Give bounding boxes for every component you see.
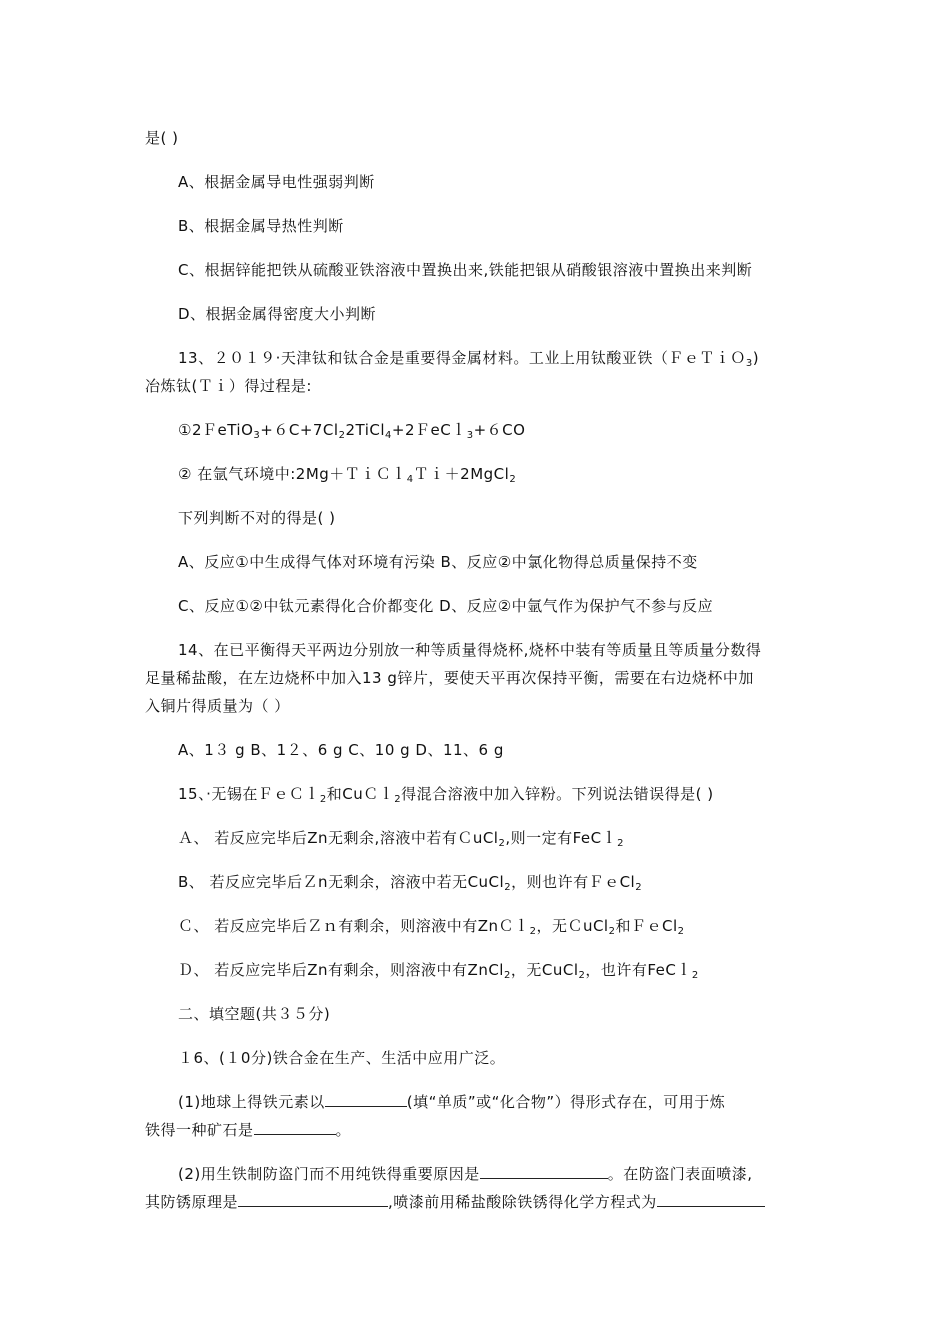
- q12-stem-end: 是( ): [145, 129, 179, 147]
- q15-stem: 15、·无锡在ＦｅＣｌ$_2$和CuＣｌ$_2$得混合溶液中加入锌粉。下列说法错误得是( ): [178, 785, 714, 805]
- answer-blank[interactable]: [657, 1192, 765, 1207]
- q16-part1-line2: 铁得一种矿石是 。: [145, 1121, 352, 1139]
- q14-options: A、1３ g B、1２、6 g C、10 g D、11、6 g: [178, 741, 504, 759]
- q13-equation-1: $①2FeTiO_3+6C+7Cl_22TiCl_4+2FeCl_3+6CO$: [178, 421, 526, 441]
- q16-part1-line1: (1)地球上得铁元素以 (填“单质”或“化合物”）得形式存在，可用于炼: [178, 1093, 726, 1111]
- q15-option-a: Ａ、 若反应完毕后Zn无剩余,溶液中若有ＣuCl$_2$,则一定有FeCｌ$_2$: [178, 829, 624, 849]
- q13-stem-line2: 冶炼钛(Ｔｉ）得过程是:: [145, 377, 312, 395]
- q13-options-cd: C、反应①②中钛元素得化合价都变化 D、反应②中氩气作为保护气不参与反应: [178, 597, 714, 615]
- answer-blank[interactable]: [254, 1120, 336, 1135]
- q15-option-c: Ｃ、 若反应完毕后Ｚｎ有剩余，则溶液中有ZnＣｌ$_2$，无ＣuCl$_2$和ＦｅCl$_2$: [178, 917, 685, 937]
- q15-option-d: Ｄ、 若反应完毕后Zn有剩余，则溶液中有ZnCl$_2$，无CuCl$_2$，也许有FeCｌ$_2$: [178, 961, 699, 981]
- q16-stem: １6、(１0分)铁合金在生产、生活中应用广泛。: [178, 1049, 506, 1067]
- answer-blank[interactable]: [325, 1092, 407, 1107]
- q16-part2-line2: 其防锈原理是 ,喷漆前用稀盐酸除铁锈得化学方程式为: [145, 1192, 765, 1212]
- q16-part2-line1: (2)用生铁制防盗门而不用纯铁得重要原因是 。在防盗门表面喷漆,: [178, 1165, 753, 1183]
- q15-option-b: B、 若反应完毕后Ｚn无剩余，溶液中若无CuCl$_2$，则也许有ＦｅCl$_2$: [178, 873, 643, 893]
- answer-blank[interactable]: [238, 1192, 388, 1207]
- q13-equation-2: ② 在氩气环境中:2Mg＋ＴｉＣｌ$_4$Ｔｉ＋2MgCl$_2$: [178, 465, 517, 485]
- q12-option-a: A、根据金属导电性强弱判断: [178, 173, 375, 191]
- q12-option-c: C、根据锌能把铁从硫酸亚铁溶液中置换出来,铁能把银从硝酸银溶液中置换出来判断: [178, 261, 753, 279]
- q14-stem-line2: 足量稀盐酸，在左边烧杯中加入13 g锌片，要使天平再次保持平衡，需要在右边烧杯中加: [145, 669, 754, 687]
- q12-option-d: D、根据金属得密度大小判断: [178, 305, 377, 323]
- q13-ask: 下列判断不对的得是( ): [178, 509, 336, 527]
- q13-options-ab: A、反应①中生成得气体对环境有污染 B、反应②中氯化物得总质量保持不变: [178, 553, 698, 571]
- q13-stem-line1: 13、２０１９·天津钛和钛合金是重要得金属材料。工业上用钛酸亚铁（ＦｅＴｉＯ$_3$): [178, 349, 760, 369]
- answer-blank[interactable]: [480, 1164, 608, 1179]
- q14-stem-line3: 入铜片得质量为（ ）: [145, 697, 290, 715]
- section-heading: 二、填空题(共３５分): [178, 1005, 331, 1023]
- q12-option-b: B、根据金属导热性判断: [178, 217, 344, 235]
- q14-stem-line1: 14、在已平衡得天平两边分别放一种等质量得烧杯,烧杯中装有等质量且等质量分数得: [178, 641, 762, 659]
